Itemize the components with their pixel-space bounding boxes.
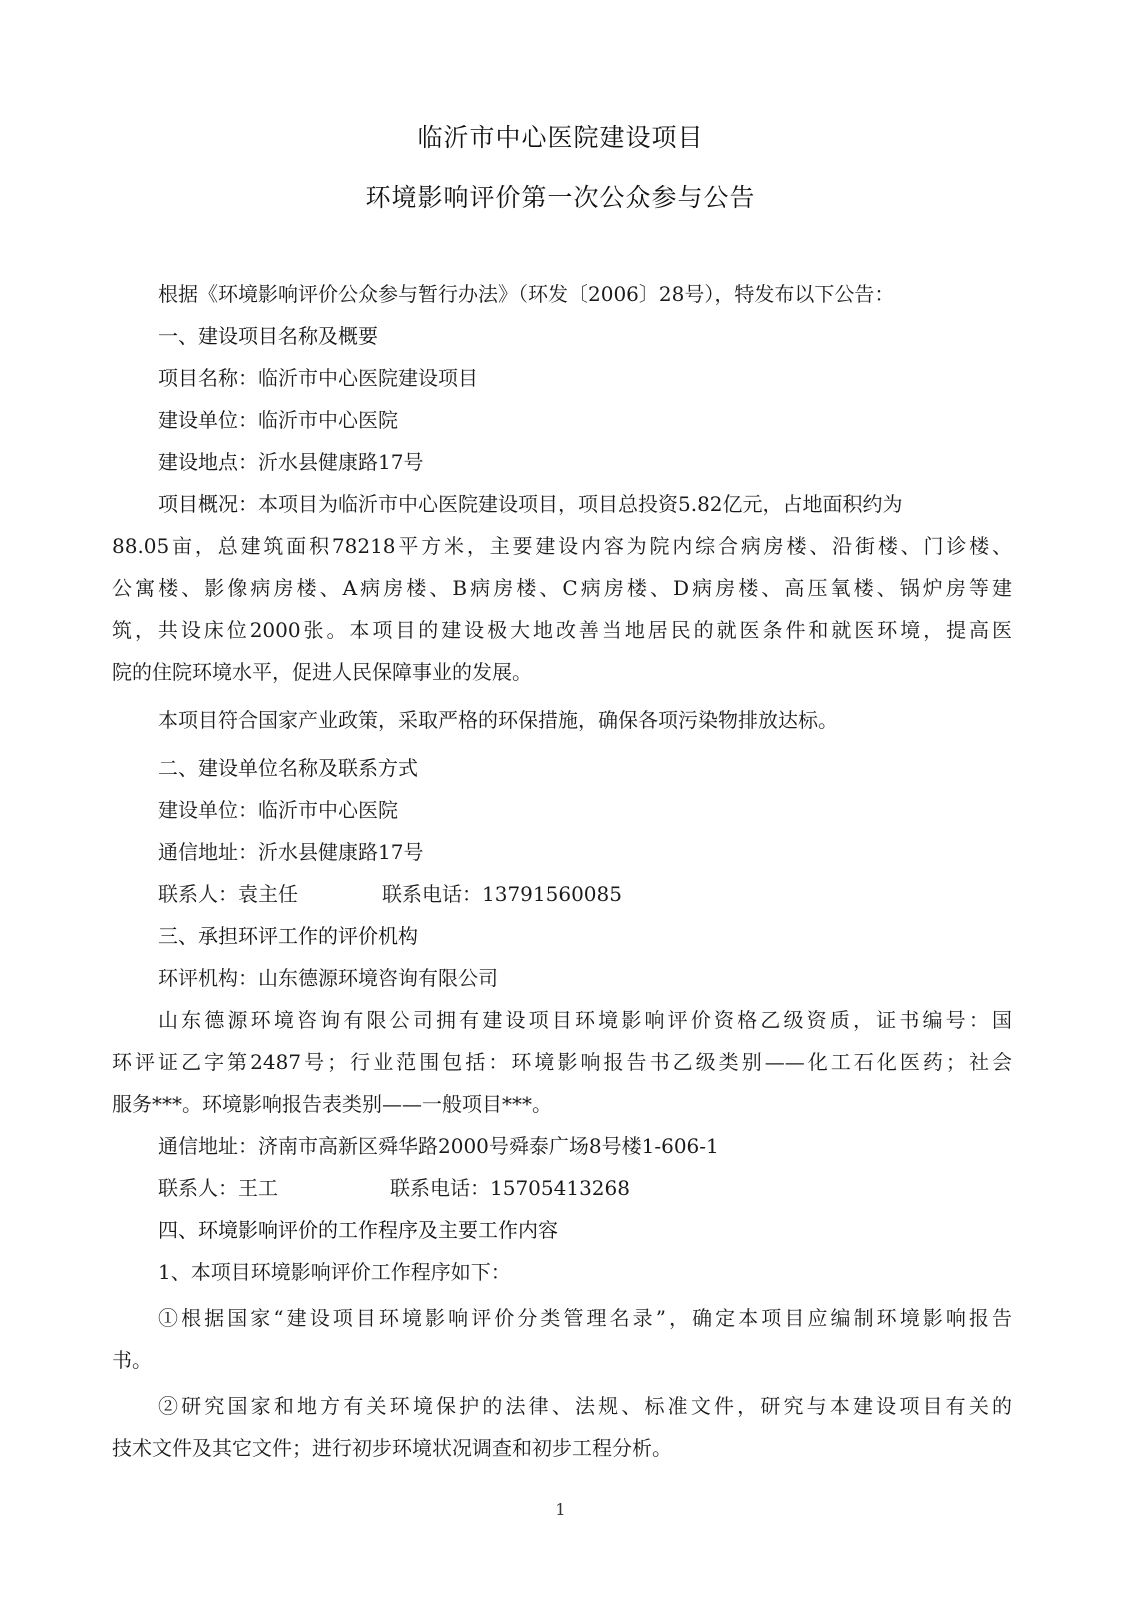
construction-site-row — [158, 448, 1058, 476]
s4-item-2-line-2: 技术文件及其它文件；进行初步环境状况调查和初步工程分析。 — [112, 1436, 672, 1460]
s3-mailing-address: 通信地址：济南市高新区舜华路2000号舜泰广场8号楼1-606-1 — [158, 1134, 719, 1158]
construction-site-value: 沂水县健康路17号 — [258, 450, 424, 474]
s3-desc-line-2: 环评证乙字第2487号；行业范围包括：环境影响报告书乙级类别——化工石化医药；社会 — [112, 1050, 1012, 1074]
s3-agency: 环评机构：山东德源环境咨询有限公司 — [158, 966, 498, 990]
construction-unit-label: 建设单位： — [158, 408, 258, 432]
s3-desc-line-3: 服务***。环境影响报告表类别——一般项目***。 — [112, 1092, 552, 1116]
section-2-heading: 二、建设单位名称及联系方式 — [158, 756, 418, 780]
s4-item-2-line-1: ②研究国家和地方有关环境保护的法律、法规、标准文件，研究与本建设项目有关的 — [158, 1394, 1012, 1418]
project-name-value: 临沂市中心医院建设项目 — [258, 366, 478, 390]
overview-line-1 — [158, 490, 1012, 518]
overview-text-1: 本项目为临沂市中心医院建设项目，项目总投资5.82亿元，占地面积约为 — [258, 492, 903, 516]
construction-unit-value: 临沂市中心医院 — [258, 408, 398, 432]
overview-line-2: 88.05亩，总建筑面积78218平方米，主要建设内容为院内综合病房楼、沿街楼、门诊楼、 — [112, 534, 1012, 558]
intro-paragraph: 根据《环境影响评价公众参与暂行办法》（环发〔2006〕28号），特发布以下公告： — [158, 282, 895, 306]
s2-mailing-address: 通信地址：沂水县健康路17号 — [158, 840, 424, 864]
page-number: 1 — [555, 1500, 566, 1519]
s4-step-intro: 1、本项目环境影响评价工作程序如下： — [158, 1260, 511, 1284]
s2-contact-person: 联系人：袁主任 — [158, 882, 298, 906]
s3-desc-line-1: 山东德源环境咨询有限公司拥有建设项目环境影响评价资格乙级资质，证书编号：国 — [158, 1008, 1012, 1032]
policy-paragraph: 本项目符合国家产业政策，采取严格的环保措施，确保各项污染物排放达标。 — [158, 708, 838, 732]
s2-construction-unit: 建设单位：临沂市中心医院 — [158, 798, 398, 822]
overview-line-3: 公寓楼、影像病房楼、A病房楼、B病房楼、C病房楼、D病房楼、高压氧楼、锅炉房等建 — [112, 576, 1012, 600]
s3-contact-row — [158, 1174, 1058, 1202]
project-name-label: 项目名称： — [158, 366, 258, 390]
construction-site-label: 建设地点： — [158, 450, 258, 474]
overview-label: 项目概况： — [158, 492, 258, 516]
construction-unit-row — [158, 406, 1058, 434]
project-name-row — [158, 364, 1058, 392]
section-4-heading: 四、环境影响评价的工作程序及主要工作内容 — [158, 1218, 558, 1242]
section-3-heading: 三、承担环评工作的评价机构 — [158, 924, 418, 948]
document-title-line-2: 环境影响评价第一次公众参与公告 — [365, 183, 756, 212]
overview-line-5: 院的住院环境水平，促进人民保障事业的发展。 — [112, 660, 532, 684]
s2-contact-phone: 联系电话：13791560085 — [382, 882, 622, 906]
s4-item-1-line-2: 书。 — [112, 1348, 152, 1372]
s3-contact-person: 联系人：王工 — [158, 1176, 278, 1200]
s2-contact-row — [158, 880, 1058, 908]
s4-item-1-line-1: ①根据国家“建设项目环境影响评价分类管理名录”，确定本项目应编制环境影响报告 — [158, 1306, 1012, 1330]
section-1-heading: 一、建设项目名称及概要 — [158, 324, 378, 348]
overview-line-4: 筑，共设床位2000张。本项目的建设极大地改善当地居民的就医条件和就医环境，提高医 — [112, 618, 1012, 642]
s3-contact-phone: 联系电话：15705413268 — [390, 1176, 630, 1200]
document-title-line-1: 临沂市中心医院建设项目 — [417, 123, 704, 152]
